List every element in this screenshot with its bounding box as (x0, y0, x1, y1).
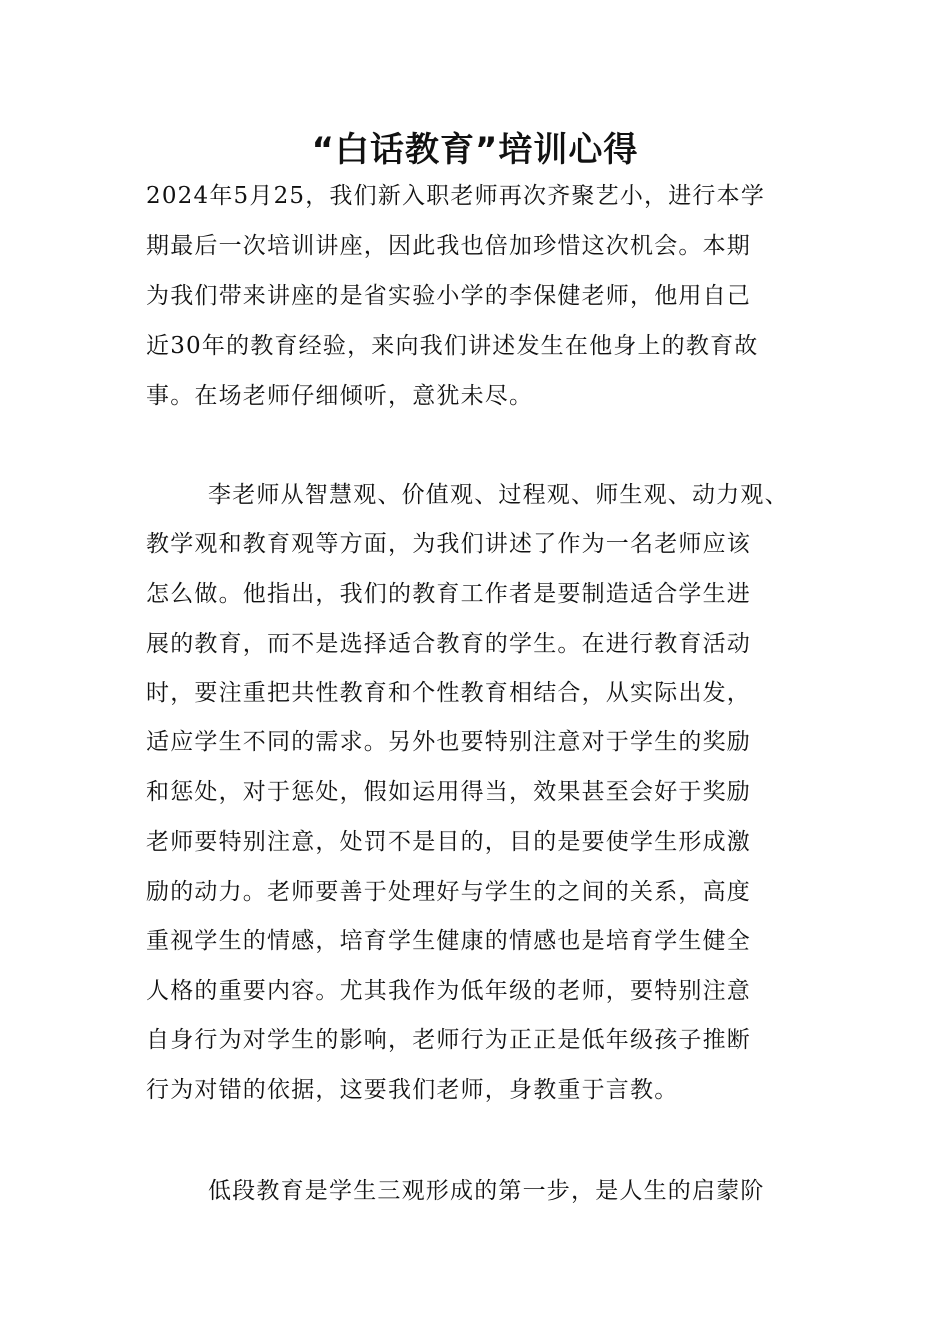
paragraph-line: 适应学生不同的需求。另外也要特别注意对于学生的奖励 (146, 729, 751, 755)
paragraph-line: 近30年的教育经验，来向我们讲述发生在他身上的教育故 (146, 333, 759, 359)
paragraph-line: 励的动力。老师要善于处理好与学生的之间的关系，高度 (146, 879, 751, 905)
paragraph-line: 2024年5月25，我们新入职老师再次齐聚艺小，进行本学 (146, 183, 766, 209)
paragraph-line: 教学观和教育观等方面，为我们讲述了作为一名老师应该 (146, 531, 751, 557)
paragraph-line: 老师要特别注意，处罚不是目的，目的是要使学生形成激 (146, 829, 751, 855)
paragraph-line: 事。在场老师仔细倾听，意犹未尽。 (146, 383, 534, 409)
paragraph-line: 期最后一次培训讲座，因此我也倍加珍惜这次机会。本期 (146, 233, 751, 259)
paragraph-line: 怎么做。他指出，我们的教育工作者是要制造适合学生进 (146, 581, 751, 607)
paragraph-line: 展的教育，而不是选择适合教育的学生。在进行教育活动 (146, 631, 751, 657)
paragraph-line: 时，要注重把共性教育和个性教育相结合，从实际出发， (146, 680, 751, 706)
document-title: “白话教育”培训心得 (311, 130, 639, 170)
paragraph-line: 人格的重要内容。尤其我作为低年级的老师，要特别注意 (146, 978, 751, 1004)
paragraph-line: 为我们带来讲座的是省实验小学的李保健老师，他用自己 (146, 283, 751, 309)
paragraph-line: 李老师从智慧观、价值观、过程观、师生观、动力观、 (208, 482, 789, 508)
paragraph-line: 行为对错的依据，这要我们老师，身教重于言教。 (146, 1077, 679, 1103)
paragraph-line: 和惩处，对于惩处，假如运用得当，效果甚至会好于奖励 (146, 779, 751, 805)
paragraph-line: 低段教育是学生三观形成的第一步，是人生的启蒙阶 (208, 1178, 765, 1204)
paragraph-line: 自身行为对学生的影响，老师行为正正是低年级孩子推断 (146, 1027, 751, 1053)
paragraph-line: 重视学生的情感，培育学生健康的情感也是培育学生健全 (146, 928, 751, 954)
